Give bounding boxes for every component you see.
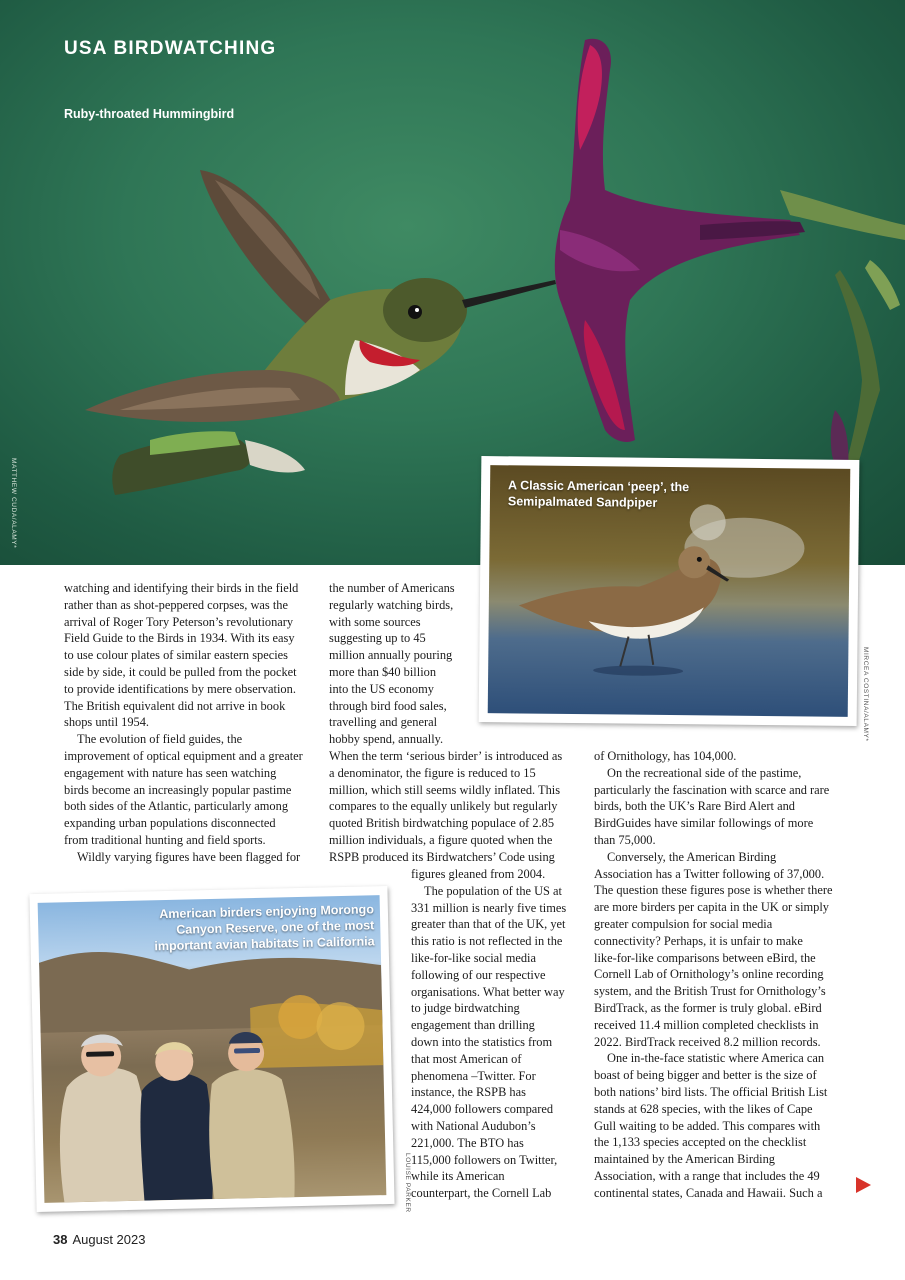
text-line: like-for-like comparisons between eBird, the <box>594 950 816 965</box>
text-line: a denominator, the figure is reduced to 15 <box>329 765 536 780</box>
text-line: BirdGuides have similar followings of more <box>594 816 814 831</box>
text-line: maintained by the American Birding <box>594 1152 775 1167</box>
text-line: compares to the equally unlikely but regularly <box>329 799 558 814</box>
text-line: engagement with nature has seen watching <box>64 765 277 780</box>
text-line: into the US economy <box>329 681 434 696</box>
text-line: 424,000 followers compared <box>411 1102 554 1117</box>
text-line: suggesting up to 45 <box>329 631 426 646</box>
text-line: The British equivalent did not arrive in book <box>64 698 286 713</box>
text-line: connectivity? Perhaps, it is unfair to make <box>594 933 803 948</box>
text-line: improvement of optical equipment and a greater <box>64 748 303 763</box>
birders-caption-line: Canyon Reserve, one of the most <box>176 918 375 937</box>
text-line: counterpart, the Cornell Lab <box>411 1186 552 1201</box>
text-line: side by side, it could be pulled from the pocket <box>64 664 297 679</box>
text-line: phenomena –Twitter. For <box>411 1068 536 1083</box>
text-line: rather than as shot-peppered corpses, was the <box>64 597 288 612</box>
text-line: this ratio is not reflected in the <box>411 934 563 949</box>
text-line: Conversely, the American Birding <box>607 849 777 864</box>
text-line: watching and identifying their birds in the field <box>64 581 299 595</box>
text-line: through bird food sales, <box>329 698 447 713</box>
section-title: USA BIRDWATCHING <box>64 38 277 59</box>
text-line: 331 million is nearly five times <box>411 900 567 915</box>
sandpiper-caption-line: Semipalmated Sandpiper <box>507 494 658 510</box>
hummingbird <box>85 170 556 495</box>
birders-caption-line: important avian habitats in California <box>154 934 375 954</box>
text-line: travelling and general <box>329 715 438 730</box>
text-line: BirdTrack, as the former is truly global. eBird <box>594 1000 822 1015</box>
text-line: greater than that of the UK, yet <box>411 917 566 932</box>
text-line: million, which still seems wildly inflated. This <box>329 782 561 797</box>
text-line: 115,000 followers on Twitter, <box>411 1152 558 1167</box>
text-line: Wildly varying figures have been flagged for <box>77 849 301 864</box>
text-line: while its American <box>411 1169 505 1184</box>
petunia-flower <box>555 39 805 442</box>
text-line: that most American of <box>411 1051 522 1066</box>
text-line: Cornell Lab of Ornithology’s online recording <box>594 967 824 982</box>
text-line: The question these figures pose is whether there <box>594 883 833 898</box>
issue-date: August 2023 <box>72 1232 146 1247</box>
text-line: birds, both the UK’s Rare Bird Alert and <box>594 799 795 814</box>
text-line: million annually pouring <box>329 648 453 663</box>
hero-photo-credit: MATTHEW CUDA/ALAMY* <box>10 458 17 549</box>
text-line: with some sources <box>329 614 421 629</box>
birders-caption <box>98 901 375 955</box>
birders-caption-line: American birders enjoying Morongo <box>159 902 375 922</box>
article-column-1 <box>64 580 324 866</box>
text-line: both sides of the Atlantic, particularly among <box>64 799 289 814</box>
text-line: figures gleaned from 2004. <box>411 867 546 881</box>
text-line: the number of Americans <box>329 581 455 595</box>
text-line: to judge birdwatching <box>411 1001 520 1016</box>
text-line: more than $40 billion <box>329 664 437 679</box>
text-line: expanding urban populations disconnected <box>64 816 276 831</box>
text-line: regularly watching birds, <box>329 597 454 612</box>
page-footer <box>53 1232 145 1247</box>
text-line: greater compulsion for social media <box>594 916 773 931</box>
text-line: like-for-like social media <box>411 950 536 965</box>
sandpiper-caption <box>508 477 689 511</box>
text-line: On the recreational side of the pastime, <box>607 765 802 780</box>
text-line: engagement than drilling <box>411 1018 535 1033</box>
text-line: RSPB produced its Birdwatchers’ Code using <box>329 849 555 864</box>
birders-image <box>38 895 387 1203</box>
text-line: to use colour plates of similar eastern species <box>64 648 288 663</box>
text-line: following of our respective <box>411 967 546 982</box>
text-line: than 75,000. <box>594 832 656 847</box>
article-column-2-bottom <box>411 866 586 1202</box>
text-line: organisations. What better way <box>411 984 565 999</box>
text-line: shops until 1954. <box>64 715 150 730</box>
text-line: both nations’ bird lists. The official British List <box>594 1084 828 1099</box>
birders-photo-credit: LOUISE PARKER <box>404 1153 411 1213</box>
text-line: The evolution of field guides, the <box>77 732 243 747</box>
text-line: from traditional hunting and field sports. <box>64 832 266 847</box>
text-line: received 11.4 million completed checklists in <box>594 1017 819 1032</box>
hero-caption: Ruby-throated Hummingbird <box>64 107 235 121</box>
birders-photo <box>29 886 394 1212</box>
text-line: Association has a Twitter following of 37,000. <box>594 866 825 881</box>
text-line: arrival of Roger Tory Peterson’s revolutionary <box>64 614 294 629</box>
text-line: quoted British birdwatching populace of 2.85 <box>329 816 555 831</box>
text-line: of Ornithology, has 104,000. <box>594 749 737 763</box>
text-line: with National Audubon’s <box>411 1118 536 1133</box>
page-number: 38 <box>53 1232 68 1247</box>
text-line: instance, the RSPB has <box>411 1085 526 1100</box>
article-column-3 <box>594 748 856 1202</box>
text-line: to provide identifications by mere observation. <box>64 681 296 696</box>
text-line: The population of the US at <box>424 883 562 898</box>
text-line: One in-the-face statistic where America can <box>607 1051 825 1066</box>
sandpiper-caption-line: A Classic American ‘peep’, the <box>508 478 690 495</box>
text-line: birds become an increasingly popular pastime <box>64 782 292 797</box>
text-line: are more birders per capita in the UK or simply <box>594 900 829 915</box>
text-line: system, and the British Trust for Ornithology’s <box>594 984 826 999</box>
text-line: boast of being bigger and better is the size of <box>594 1068 817 1083</box>
sandpiper-photo-credit: MIRCEA COSTINA/ALAMY* <box>862 647 869 742</box>
continue-arrow-icon <box>856 1177 871 1193</box>
text-line: stands at 628 species, with the likes of Cape <box>594 1101 813 1116</box>
article-column-2-top <box>329 580 584 866</box>
text-line: When the term ‘serious birder’ is introduced as <box>329 748 563 763</box>
text-line: million individuals, a figure quoted when the <box>329 832 553 847</box>
text-line: down into the statistics from <box>411 1034 553 1049</box>
text-line: Gull waiting to be added. This compares with <box>594 1118 821 1133</box>
text-line: 221,000. The BTO has <box>411 1135 524 1150</box>
text-line: continental states, Canada and Hawaii. Such a <box>594 1185 823 1200</box>
text-line: Field Guide to the Birds in 1934. With its easy <box>64 631 295 646</box>
text-line: hobby spend, annually. <box>329 732 444 747</box>
text-line: 2022. BirdTrack received 8.2 million records. <box>594 1034 821 1049</box>
text-line: particularly the fascination with scarce and rare <box>594 782 830 797</box>
text-line: the 1,133 species accepted on the checklist <box>594 1135 807 1150</box>
text-line: Association, with a range that includes the 49 <box>594 1168 820 1183</box>
